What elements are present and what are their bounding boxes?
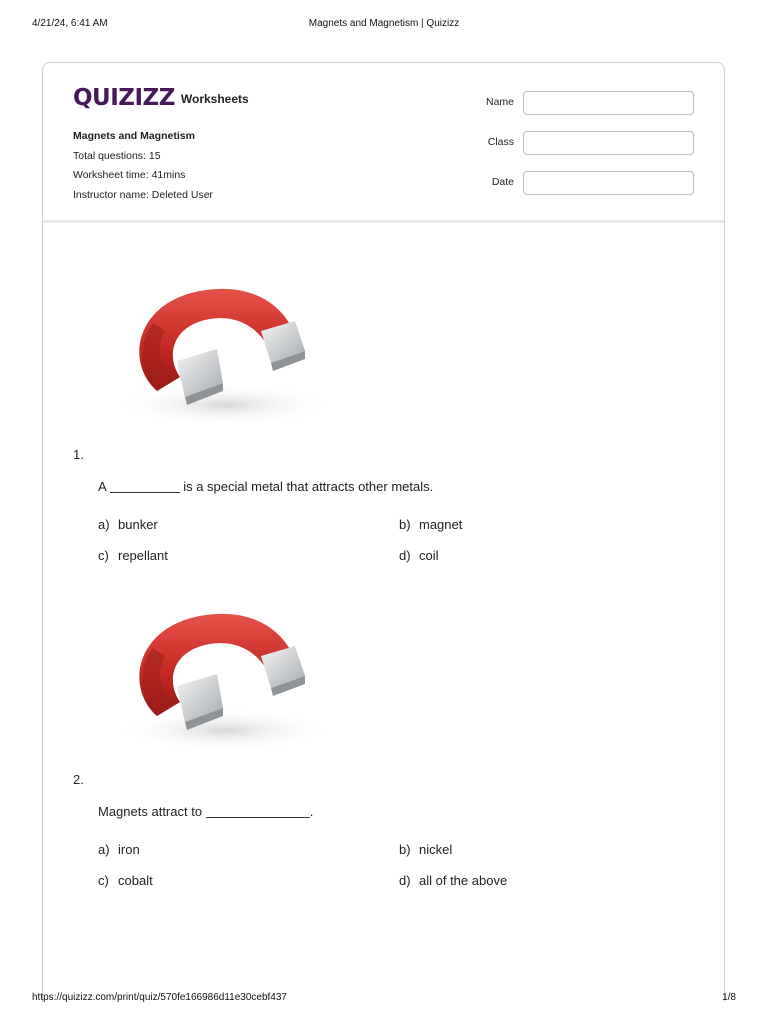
option-d <box>399 873 507 888</box>
option-letter: c) <box>98 873 109 888</box>
instructor-name: Instructor name: Deleted User <box>73 188 214 201</box>
option-text: nickel <box>419 842 453 857</box>
option-c <box>98 548 168 563</box>
option-letter: a) <box>98 517 110 532</box>
option-letter: b) <box>399 842 411 857</box>
class-field[interactable] <box>523 131 694 155</box>
option-a <box>98 842 140 857</box>
option-text: iron <box>118 842 140 857</box>
option-letter: d) <box>399 548 411 563</box>
option-b <box>399 517 462 532</box>
question-text-before: A <box>98 479 106 494</box>
class-field-row <box>423 131 695 155</box>
question-number: 1. <box>73 447 84 462</box>
worksheet-meta <box>73 127 213 205</box>
print-header <box>32 18 736 32</box>
question-text <box>98 479 433 494</box>
answer-blank <box>206 805 310 818</box>
question-number: 2. <box>73 772 84 787</box>
option-text: bunker <box>118 517 158 532</box>
option-b <box>399 842 452 857</box>
option-text: all of the above <box>419 873 508 888</box>
question-2 <box>43 598 724 898</box>
name-label: Name <box>485 96 514 108</box>
print-datetime: 4/21/24, 6:41 AM <box>32 18 108 29</box>
option-text: cobalt <box>118 873 153 888</box>
option-c <box>98 873 153 888</box>
class-label: Class <box>487 136 514 148</box>
option-letter: c) <box>98 548 109 563</box>
quizizz-logo <box>73 84 249 112</box>
worksheet-time: Worksheet time: 41mins <box>73 169 186 181</box>
logo-wordmark: QUIZIZZ <box>73 84 175 111</box>
question-1 <box>43 273 724 573</box>
horseshoe-magnet-image <box>95 273 343 431</box>
horseshoe-magnet-image <box>95 598 343 756</box>
option-text: repellant <box>118 548 168 563</box>
option-text: coil <box>419 548 439 563</box>
option-letter: b) <box>399 517 411 532</box>
answer-blank <box>110 480 180 493</box>
print-url: https://quizizz.com/print/quiz/570fe166986d11e30cebf437 <box>32 992 287 1003</box>
option-a <box>98 517 158 532</box>
print-footer <box>32 992 736 1006</box>
worksheet-card <box>42 62 725 1002</box>
question-text-after: is a special metal that attracts other metals. <box>183 479 434 494</box>
option-letter: a) <box>98 842 110 857</box>
logo-product-label: Worksheets <box>180 92 249 106</box>
print-page-title: Magnets and Magnetism | Quizizz <box>308 18 460 29</box>
date-label: Date <box>491 176 514 188</box>
option-d <box>399 548 439 563</box>
date-field[interactable] <box>523 171 694 195</box>
page-indicator: 1/8 <box>722 992 736 1003</box>
name-field-row <box>423 91 695 115</box>
worksheet-header <box>43 63 724 223</box>
question-text-after: . <box>309 804 314 819</box>
total-questions: Total questions: 15 <box>73 149 161 162</box>
date-field-row <box>423 171 695 195</box>
question-text-before: Magnets attract to <box>98 804 203 819</box>
option-text: magnet <box>419 517 463 532</box>
question-text <box>98 804 313 819</box>
option-letter: d) <box>399 873 411 888</box>
worksheet-title: Magnets and Magnetism <box>73 130 195 142</box>
name-field[interactable] <box>523 91 694 115</box>
